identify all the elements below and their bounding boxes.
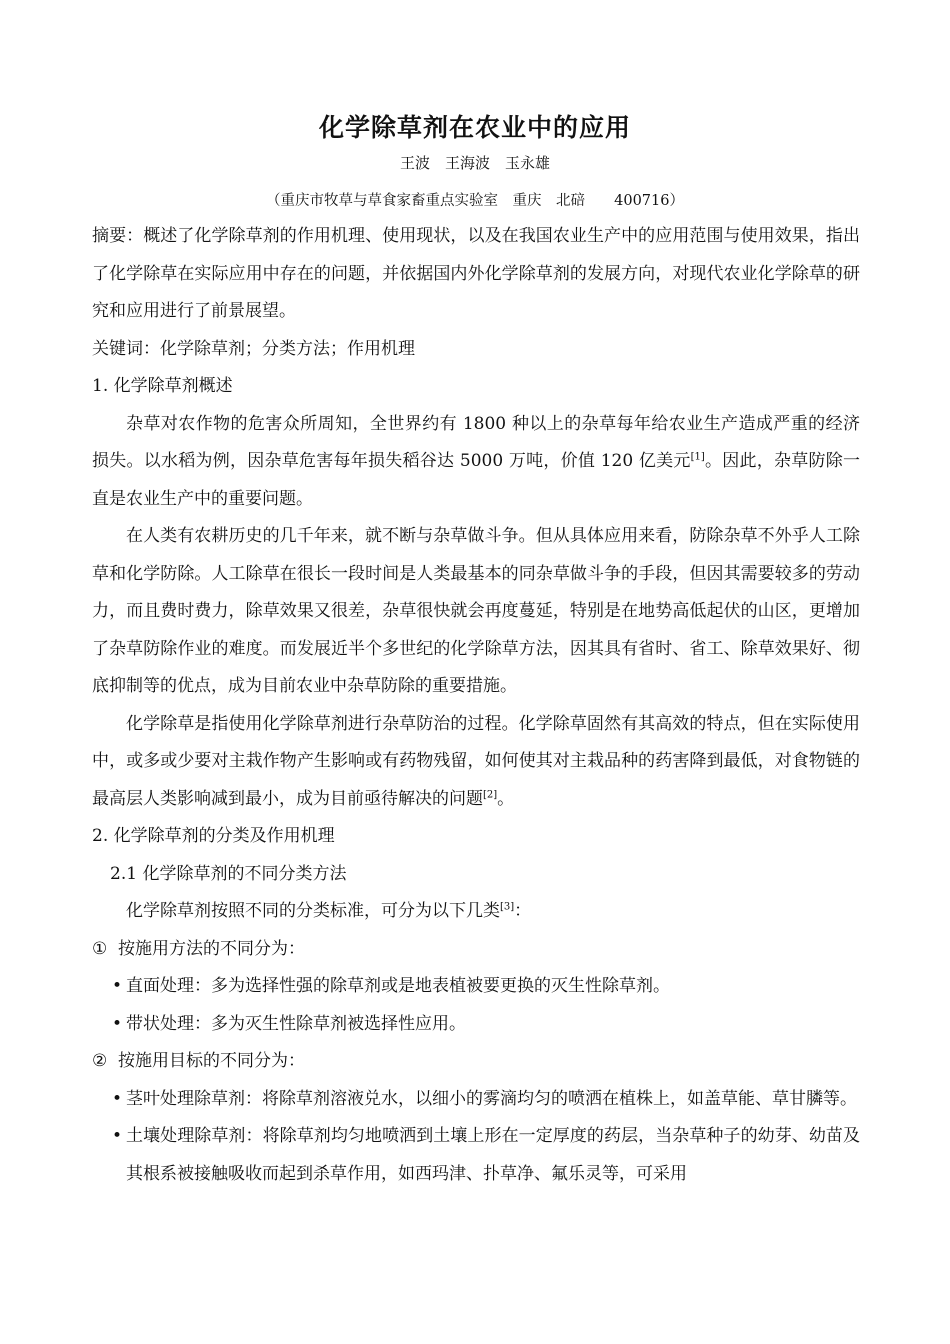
paragraph-1-text: 杂草对农作物的危害众所周知，全世界约有 1800 种以上的杂草每年给农业生产造成严重的经济损失。以水稻为例，因杂草危害每年损失稻谷达 5000 万吨，价值 120 亿美元 xyxy=(92,413,860,471)
group-2-list xyxy=(92,1081,860,1194)
classification-intro-text: 化学除草剂按照不同的分类标准，可分为以下几类 xyxy=(126,901,500,921)
paragraph-1 xyxy=(92,406,860,519)
group-1-list xyxy=(92,968,860,1043)
list-item-text: 直面处理：多为选择性强的除草剂或是地表植被要更换的灭生性除草剂。 xyxy=(126,976,670,996)
classification-intro xyxy=(92,893,860,931)
list-item-text: 茎叶处理除草剂：将除草剂溶液兑水，以细小的雾滴均匀的喷洒在植株上，如盖草能、草甘膦等。 xyxy=(126,1088,857,1109)
bullet-icon: • xyxy=(112,976,123,996)
list-item xyxy=(92,1081,860,1119)
paragraph-3 xyxy=(92,706,860,819)
group-2-label: 按施用目标的不同分为： xyxy=(118,1051,305,1071)
section-heading-2: 2. 化学除草剂的分类及作用机理 xyxy=(92,826,335,846)
list-item-text: 土壤处理除草剂：将除草剂均匀地喷洒到土壤上形在一定厚度的药层，当杂草种子的幼芽、幼苗及其根系被接触吸收而起到杀草作用，如西玛津、扑草净、氟乐灵等，可采用 xyxy=(126,1126,860,1184)
paragraph-2: 在人类有农耕历史的几千年来，就不断与杂草做斗争。但从具体应用来看，防除杂草不外乎人工除草和化学防除。人工除草在很长一段时间是人类最基本的同杂草做斗争的手段，但因其需要较多的劳动力，而且费时费力，除草效果又很差，杂草很快就会再度蔓延，特别是在地势高低起伏的山区，更增加了杂草防除作业的难度。而发展近半个多世纪的化学除草方法，因其具有省时、省工、除草效果好、彻底抑制等的优点，成为目前农业中杂草防除的重要措施。 xyxy=(92,526,860,696)
paragraph-3-text: 化学除草是指使用化学除草剂进行杂草防治的过程。化学除草固然有其高效的特点，但在实际使用中，或多或少要对主栽作物产生影响或有药物残留，如何使其对主栽品种的药害降到最低，对食物链的最高层人类影响减到最小，成为目前亟待解决的问题 xyxy=(92,713,860,809)
bullet-icon: • xyxy=(112,1126,123,1146)
circled-number-2-icon: ② xyxy=(92,1051,108,1071)
bullet-icon: • xyxy=(112,1013,123,1034)
group-1-label: 按施用方法的不同分为： xyxy=(118,938,305,959)
group-1-heading xyxy=(92,931,860,969)
author-list: 王波 王海波 玉永雄 xyxy=(399,154,550,172)
group-2-heading xyxy=(92,1043,860,1081)
list-item-text: 带状处理：多为灭生性除草剂被选择性应用。 xyxy=(126,1013,466,1034)
list-item xyxy=(92,968,860,1006)
bullet-icon: • xyxy=(112,1088,123,1109)
classification-intro-tail: ： xyxy=(514,901,532,921)
paragraph-1-tail: 。因此，杂草防除一直是农业生产中的重要问题。 xyxy=(92,451,860,509)
citation-1[interactable]: [1] xyxy=(690,451,705,463)
list-item xyxy=(92,1006,860,1044)
circled-number-1-icon: ① xyxy=(92,938,108,959)
paragraph-3-tail: 。 xyxy=(497,788,515,809)
citation-2[interactable]: [2] xyxy=(483,788,498,800)
abstract: 摘要：概述了化学除草剂的作用机理、使用现状，以及在我国农业生产中的应用范围与使用效果，指出了化学除草在实际应用中存在的问题，并依据国内外化学除草剂的发展方向，对现代农业化学除草的研究和应用进行了前景展望。 xyxy=(92,226,860,321)
section-heading-1: 1. 化学除草剂概述 xyxy=(92,376,233,396)
citation-3[interactable]: [3] xyxy=(500,901,515,913)
list-item xyxy=(92,1118,860,1193)
keywords: 关键词：化学除草剂；分类方法；作用机理 xyxy=(92,338,415,359)
paper-body xyxy=(92,218,860,1193)
paper-title: 化学除草剂在农业中的应用 xyxy=(318,113,631,142)
subsection-heading-2-1: 2.1 化学除草剂的不同分类方法 xyxy=(110,863,347,884)
affiliation: （重庆市牧草与草食家畜重点实验室 重庆 北碚 400716） xyxy=(266,193,684,209)
